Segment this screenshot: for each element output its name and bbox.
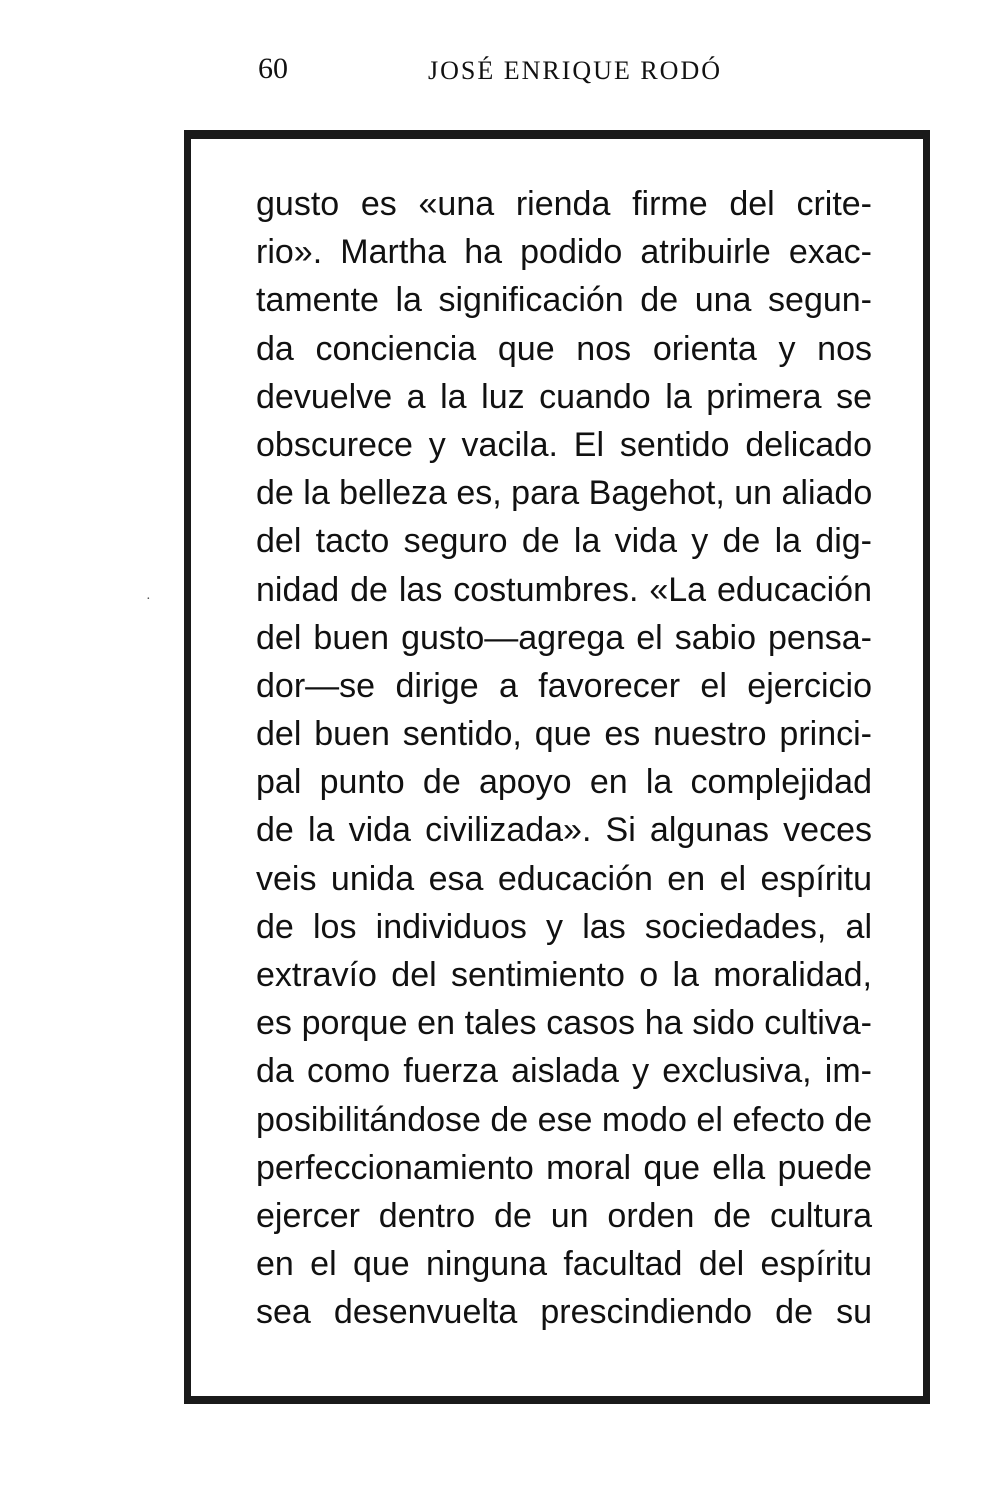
text-line: veis unida esa educación en el espíritu [256,859,872,898]
text-line: de la belleza es, para Bagehot, un aliado [256,474,873,513]
page-number: 60 [258,52,288,85]
text-line: perfeccionamiento moral que ella puede [256,1148,872,1187]
text-line: da como fuerza aislada y exclusiva, im- [256,1052,872,1091]
running-title: JOSÉ ENRIQUE RODÓ [428,56,722,85]
text-line: pal punto de apoyo en la complejidad [256,763,872,802]
text-line: de la vida civilizada». Si algunas veces [256,811,872,850]
body-text [256,180,872,1337]
text-line: sea desenvuelta prescindiendo de su [256,1293,872,1332]
text-line: nidad de las costumbres. «La educación [256,570,872,609]
text-line: rio». Martha ha podido atribuirle exac- [256,233,872,272]
text-line: es porque en tales casos ha sido cultiva- [256,1004,872,1043]
text-line: tamente la significación de una segun- [256,281,872,320]
margin-mark: · [146,592,151,607]
text-line: en el que ninguna facultad del espíritu [256,1245,872,1284]
text-line: del buen gusto—agrega el sabio pensa- [256,618,872,657]
text-line: gusto es «una rienda firme del crite- [256,185,872,223]
text-line: obscurece y vacila. El sentido delicado [256,425,872,464]
text-line: de los individuos y las sociedades, al [256,907,872,946]
text-line: extravío del sentimiento o la moralidad, [256,956,872,994]
text-line: posibilitándose de ese modo el efecto de [256,1100,873,1139]
text-line: ejercer dentro de un orden de cultura [256,1196,872,1235]
text-line: da conciencia que nos orienta y nos [256,329,872,368]
text-line: del tacto seguro de la vida y de la dig- [256,522,872,561]
text-line: devuelve a la luz cuando la primera se [256,377,872,416]
text-line: del buen sentido, que es nuestro princi- [256,715,872,754]
text-line: dor—se dirige a favorecer el ejercicio [256,666,872,705]
